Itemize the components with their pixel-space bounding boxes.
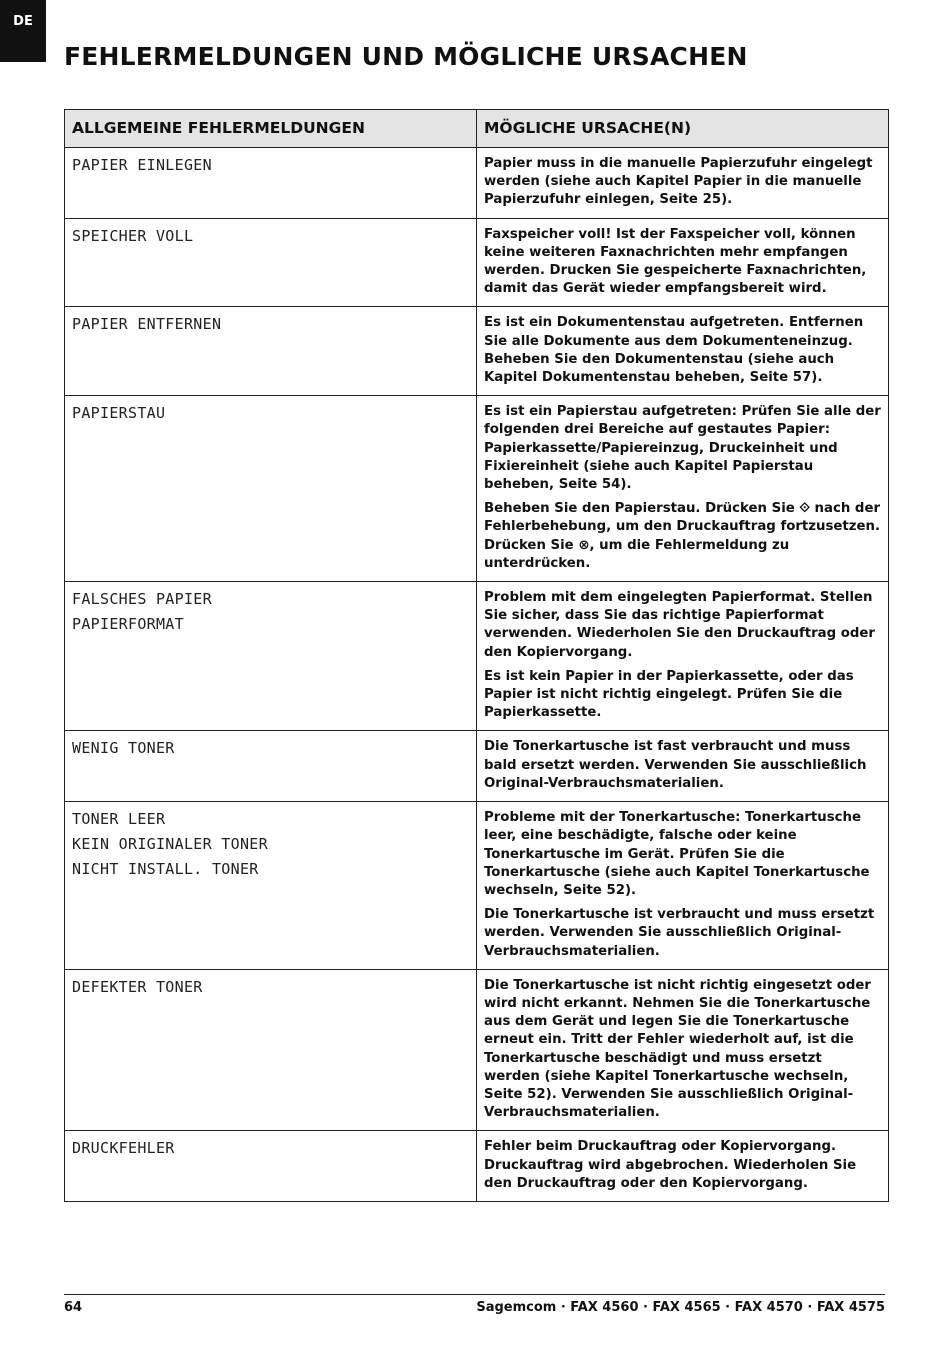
possible-cause-cell xyxy=(477,1131,889,1202)
error-message-text: FALSCHES PAPIER xyxy=(72,590,212,609)
header-possible-causes: MÖGLICHE URSACHE(N) xyxy=(477,110,889,148)
error-message-text: DEFEKTER TONER xyxy=(72,977,203,996)
error-message-text: SPEICHER VOLL xyxy=(72,226,194,245)
error-message-cell xyxy=(65,731,477,802)
possible-cause-text: Es ist ein Papierstau aufgetreten: Prüfen Sie alle der folgenden drei Bereiche auf gestautes Papier: Papierkassette/Papiereinzug, Druckeinheit und Fixiereinheit (siehe auch Kapitel Papierstau beheben, Seite 54). xyxy=(484,404,881,493)
table-row xyxy=(65,148,889,219)
error-message-text: PAPIERFORMAT xyxy=(72,615,184,634)
footer-divider xyxy=(64,1294,885,1295)
table-row xyxy=(65,218,889,307)
error-table xyxy=(64,109,889,1202)
error-message-text: PAPIER ENTFERNEN xyxy=(72,315,222,334)
table-header-row xyxy=(65,110,889,148)
possible-cause-cell xyxy=(477,218,889,307)
error-message-cell xyxy=(65,307,477,396)
error-message-cell xyxy=(65,582,477,731)
possible-cause-cell xyxy=(477,802,889,970)
possible-cause-cell xyxy=(477,731,889,802)
error-message-cell xyxy=(65,802,477,970)
possible-cause-text: Die Tonerkartusche ist nicht richtig eingesetzt oder wird nicht erkannt. Nehmen Sie die Tonerkartusche aus dem Gerät und legen Sie die Tonerkartusche erneut ein. Tritt der Fehler wiederholt auf, ist die Tonerkartusche beschädigt und muss ersetzt werden (siehe Kapitel Tonerkartusche wechseln, Seite 52). Verwenden Sie ausschließlich Original-Verbrauchsmaterialien. xyxy=(484,977,871,1121)
possible-cause-text: Problem mit dem eingelegten Papierformat. Stellen Sie sicher, dass Sie das richtige Papierformat verwenden. Wiederholen Sie den Druckauftrag oder den Kopiervorgang. xyxy=(484,590,875,660)
error-message-cell xyxy=(65,396,477,582)
table-body xyxy=(65,148,889,1202)
table-row xyxy=(65,969,889,1131)
possible-cause-text: Probleme mit der Tonerkartusche: Tonerkartusche leer, eine beschädigte, falsche oder keine Tonerkartusche im Gerät. Prüfen Sie die Tonerkartusche (siehe auch Kapitel Tonerkartusche wechseln, Seite 52). xyxy=(484,810,870,898)
language-tab: DE xyxy=(0,0,46,62)
error-message-text: DRUCKFEHLER xyxy=(72,1139,175,1158)
error-message-cell xyxy=(65,218,477,307)
error-message-text: KEIN ORIGINALER TONER xyxy=(72,835,268,854)
possible-cause-text: Fehler beim Druckauftrag oder Kopiervorgang. Druckauftrag wird abgebrochen. Wiederholen Sie den Druckauftrag oder den Kopiervorgang. xyxy=(484,1139,857,1191)
possible-cause-text: Papier muss in die manuelle Papierzufuhr eingelegt werden (siehe auch Kapitel Papier in die manuelle Papierzufuhr einlegen, Seite 25). xyxy=(484,156,873,208)
table-row xyxy=(65,802,889,970)
possible-cause-text: Die Tonerkartusche ist verbraucht und muss ersetzt werden. Verwenden Sie ausschließlich Original-Verbrauchsmaterialien. xyxy=(484,907,875,959)
error-message-text: PAPIER EINLEGEN xyxy=(72,156,212,174)
error-message-text: TONER LEER xyxy=(72,810,166,829)
possible-cause-cell xyxy=(477,582,889,731)
table-row xyxy=(65,307,889,396)
table-row xyxy=(65,1131,889,1202)
footer-page-number: 64 xyxy=(64,1300,83,1315)
error-message-cell xyxy=(65,148,477,219)
footer-product-name: Sagemcom · FAX 4560 · FAX 4565 · FAX 4570 · FAX 4575 xyxy=(476,1300,885,1315)
table-row xyxy=(65,731,889,802)
possible-cause-cell xyxy=(477,969,889,1131)
error-message-text: PAPIERSTAU xyxy=(72,404,166,423)
table-row xyxy=(65,396,889,582)
table-row xyxy=(65,582,889,731)
possible-cause-text: Es ist kein Papier in der Papierkassette, oder das Papier ist nicht richtig eingelegt. Prüfen Sie die Papierkassette. xyxy=(484,668,854,721)
error-message-text: WENIG TONER xyxy=(72,739,175,758)
possible-cause-text: Faxspeicher voll! Ist der Faxspeicher voll, können keine weiteren Faxnachrichten mehr empfangen werden. Drucken Sie gespeicherte Faxnachrichten, damit das Gerät wieder empfangsbereit wird. xyxy=(484,226,867,297)
possible-cause-cell xyxy=(477,148,889,219)
header-error-messages: ALLGEMEINE FEHLERMELDUNGEN xyxy=(65,110,477,148)
error-message-cell xyxy=(65,1131,477,1202)
possible-cause-cell xyxy=(477,396,889,582)
possible-cause-text: Beheben Sie den Papierstau. Drücken Sie ⟐ nach der Fehlerbehebung, um den Druckauftrag fortzusetzen. Drücken Sie ⊗, um die Fehlermeldung zu unterdrücken. xyxy=(484,501,881,571)
error-message-cell xyxy=(65,969,477,1131)
possible-cause-cell xyxy=(477,307,889,396)
possible-cause-text: Es ist ein Dokumentenstau aufgetreten. Entfernen Sie alle Dokumente aus dem Dokumenteneinzug. Beheben Sie den Dokumentenstau (siehe auch Kapitel Dokumentenstau beheben, Seite 57). xyxy=(484,315,864,386)
page-title: FEHLERMELDUNGEN UND MÖGLICHE URSACHEN xyxy=(64,42,748,71)
error-message-text: NICHT INSTALL. TONER xyxy=(72,860,259,879)
possible-cause-text: Die Tonerkartusche ist fast verbraucht und muss bald ersetzt werden. Verwenden Sie ausschließlich Original-Verbrauchsmaterialien. xyxy=(484,739,867,791)
